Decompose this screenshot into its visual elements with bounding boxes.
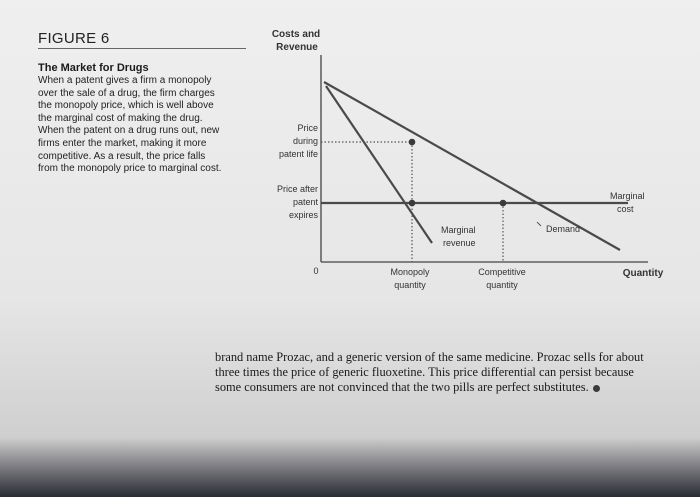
competitive-point	[500, 200, 507, 207]
x-axis-label: Quantity	[622, 268, 664, 279]
caption-line: competitive. As a result, the price falls	[38, 150, 206, 162]
marginal-revenue-label-line2: revenue	[443, 238, 476, 248]
monopoly-quantity-label-line2: quantity	[394, 280, 426, 290]
marginal-cost-label-line2: cost	[617, 204, 634, 214]
body-line-last	[215, 380, 685, 395]
body-line: three times the price of generic fluoxetine. This price differential can persist because	[215, 365, 634, 379]
caption-line: When a patent gives a firm a monopoly	[38, 75, 212, 86]
caption-line: When the patent on a drug runs out, new	[38, 125, 220, 137]
price-during-label-line2: during	[292, 136, 318, 146]
monopoly-point	[409, 139, 416, 146]
caption-line: over the sale of a drug, the firm charges	[38, 87, 215, 99]
demand-label: Demand	[546, 224, 581, 234]
price-during-label-line3: patent life	[278, 149, 318, 159]
caption-line: firms enter the market, making it more	[38, 137, 207, 149]
price-during-label-line1: Price	[297, 123, 318, 133]
caption-heading: The Market for Drugs	[38, 62, 149, 74]
marginal-revenue-label-line1: Marginal	[441, 225, 476, 235]
demand-leader-line	[537, 222, 541, 226]
body-line: brand name Prozac, and a generic version of the same medicine. Prozac sells for about	[215, 350, 644, 364]
body-paragraph	[215, 350, 685, 395]
body-line-text: some consumers are not convinced that the two pills are perfect substitutes.	[215, 380, 589, 394]
y-axis-label-line2: Revenue	[276, 42, 318, 53]
competitive-quantity-label-line1: Competitive	[478, 267, 526, 277]
marginal-cost-label-line1: Marginal	[610, 191, 645, 201]
price-after-label-line1: Price after	[276, 184, 318, 194]
mc-mr-intersection-point	[409, 200, 416, 207]
origin-label: 0	[313, 266, 319, 276]
price-after-label-line2: patent	[292, 197, 318, 207]
end-of-section-bullet-icon	[593, 385, 600, 392]
figure-title: FIGURE 6	[38, 30, 110, 47]
caption-line: the monopoly price, which is well above	[38, 100, 214, 112]
caption-line: from the monopoly price to marginal cost.	[38, 163, 222, 175]
y-axis-label-line1: Costs and	[271, 29, 321, 40]
competitive-quantity-label-line2: quantity	[486, 280, 518, 290]
price-after-label-line3: expires	[288, 210, 318, 220]
caption-line: the marginal cost of making the drug.	[38, 112, 203, 124]
marginal-revenue-curve	[326, 86, 432, 243]
monopoly-quantity-label-line1: Monopoly	[390, 267, 430, 277]
